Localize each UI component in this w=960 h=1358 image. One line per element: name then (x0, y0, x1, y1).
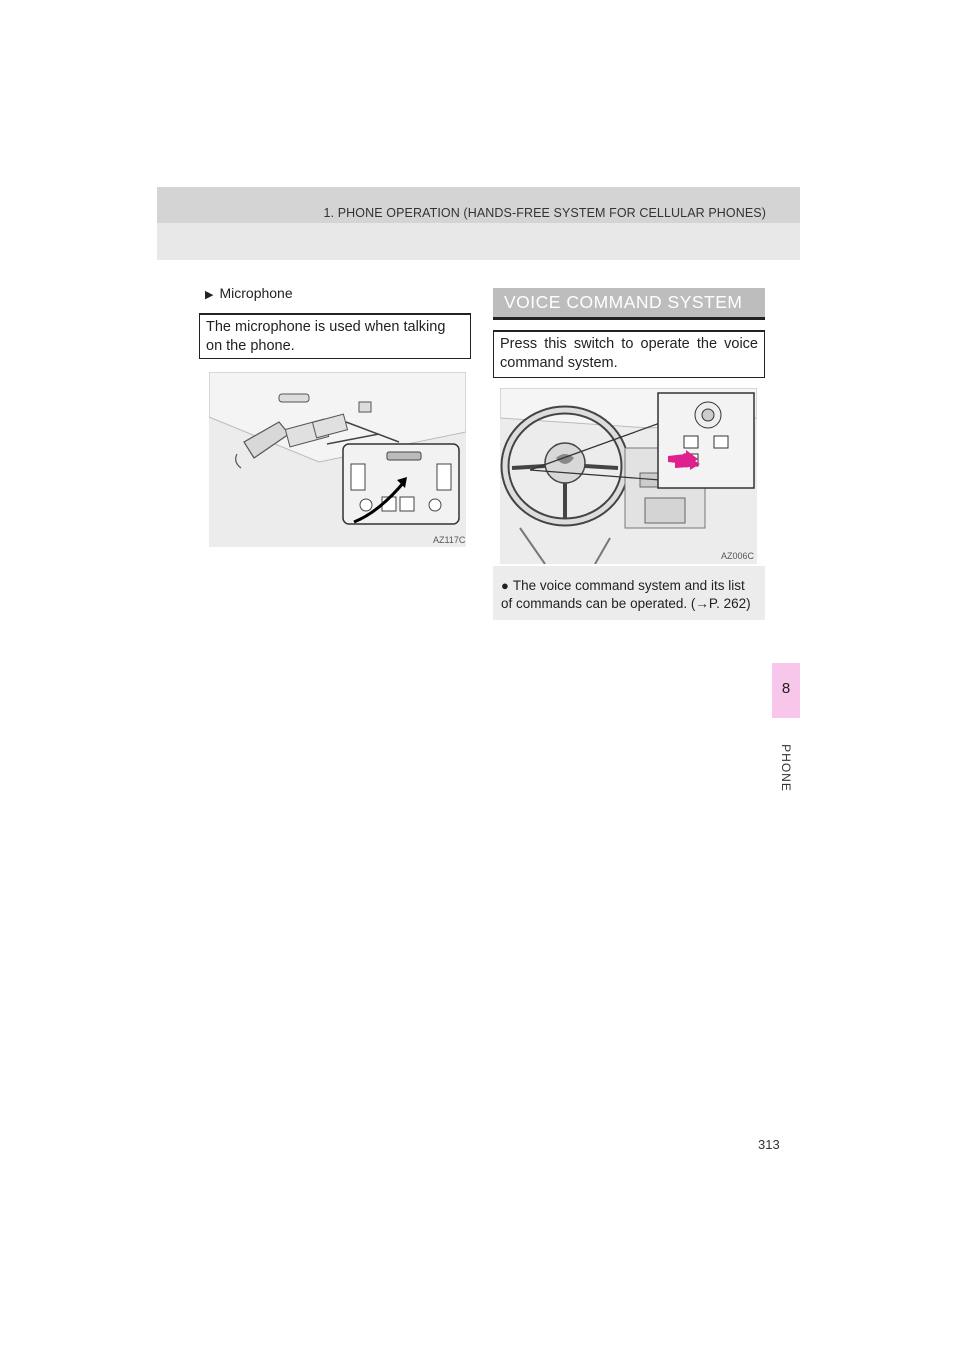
chapter-tab (772, 663, 800, 718)
microphone-figure (209, 372, 466, 547)
chapter-side-label (771, 738, 801, 798)
microphone-info-box (199, 313, 471, 359)
microphone-heading-label: Microphone (219, 285, 293, 301)
voice-command-note-text (501, 577, 759, 613)
voice-command-info-box (493, 330, 765, 378)
section-header (493, 288, 765, 320)
right-triangle-icon: ▶ (205, 289, 214, 301)
microphone-heading (205, 285, 293, 301)
voice-command-note (493, 566, 765, 620)
header-title: 1. PHONE OPERATION (HANDS-FREE SYSTEM FOR CELLULAR PHONES) (323, 206, 766, 220)
figure-code-az006c: AZ006C (721, 551, 755, 561)
page-header (157, 187, 800, 260)
page-number: 313 (758, 1137, 780, 1152)
section-title: VOICE COMMAND SYSTEM (504, 292, 743, 312)
steering-wheel-illustration (500, 388, 757, 564)
bullet-dot-icon: ● (501, 578, 509, 593)
voice-command-note-body: The voice command system and its list of commands can be operated. (→P. 262) (501, 578, 751, 611)
microphone-illustration (209, 372, 466, 547)
figure-code-az117c: AZ117C (433, 535, 466, 545)
chapter-label: PHONE (779, 744, 793, 792)
chapter-number: 8 (781, 680, 791, 697)
voice-command-info-text: Press this switch to operate the voice command system. (500, 336, 758, 371)
steering-wheel-figure (500, 388, 757, 564)
microphone-info-text: The microphone is used when talking on the phone. (206, 319, 446, 354)
